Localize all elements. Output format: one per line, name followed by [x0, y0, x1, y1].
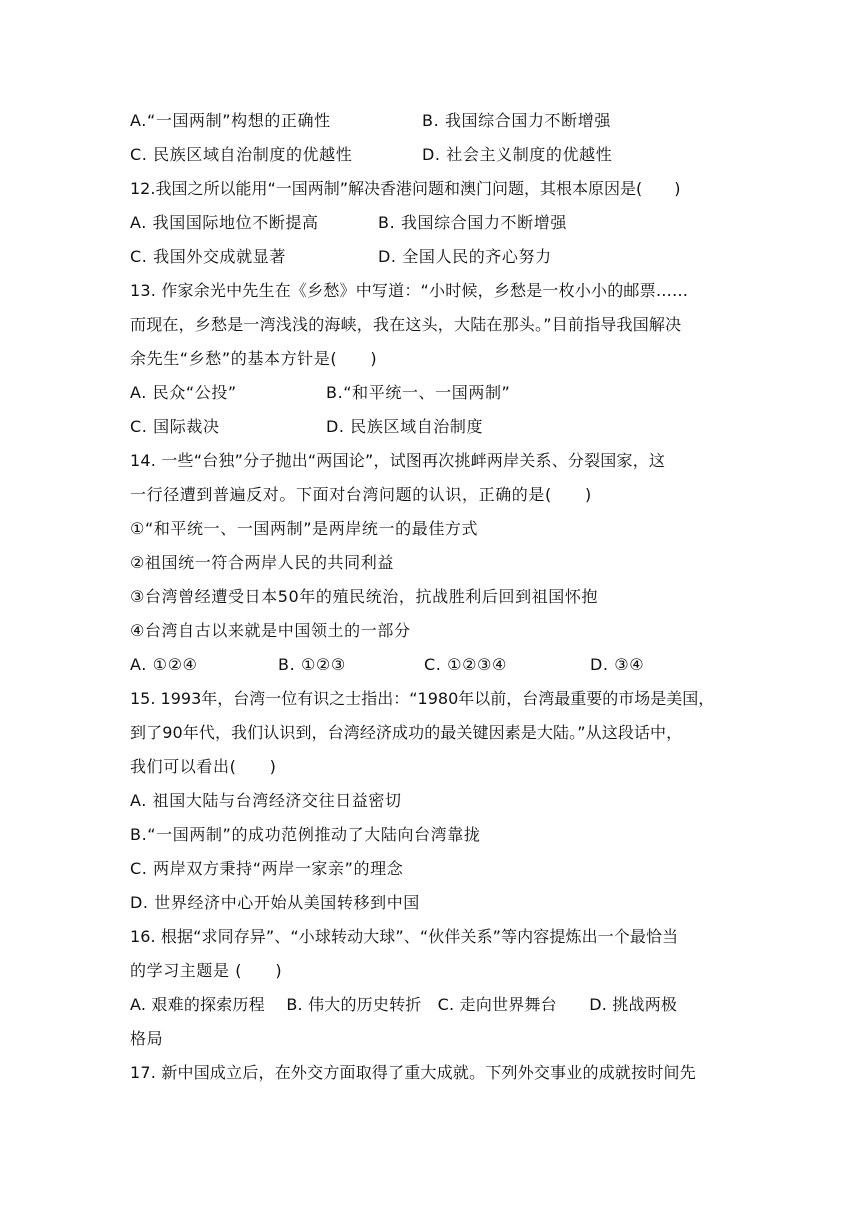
q16-options-line-2: 格局 — [130, 1029, 164, 1048]
q14-option-c: C. ①②③④ — [424, 655, 507, 674]
q13-option-b: B.“和平统一、一国两制” — [326, 383, 511, 402]
q13-stem-line-1: 13. 作家余光中先生在《乡愁》中写道：“小时候，乡愁是一枚小小的邮票…… — [130, 281, 689, 300]
q14-statement-4: ④台湾自古以来就是中国领土的一部分 — [130, 621, 411, 640]
q15-stem-line-3: 我们可以看出( ) — [130, 757, 277, 776]
q17-stem-line-1: 17. 新中国成立后，在外交方面取得了重大成就。下列外交事业的成就按时间先 — [130, 1063, 696, 1082]
q12-option-a: A. 我国国际地位不断提高 — [130, 213, 319, 232]
q16-stem-line-2: 的学习主题是 ( ) — [130, 961, 283, 980]
q14-option-a: A. ①②④ — [130, 655, 198, 674]
q11-option-c: C. 民族区域自治制度的优越性 — [130, 145, 353, 164]
q15-stem-line-1: 15. 1993年，台湾一位有识之士指出：“1980年以前，台湾最重要的市场是美国， — [130, 689, 715, 708]
q13-options-row-1 — [130, 383, 740, 403]
q11-options-row-1 — [130, 111, 740, 131]
q15-stem-line-2: 到了90年代，我们认识到，台湾经济成功的最关键因素是大陆。”从这段话中， — [130, 723, 683, 742]
q15-option-d: D. 世界经济中心开始从美国转移到中国 — [130, 893, 420, 912]
q14-statement-1: ①“和平统一、一国两制”是两岸统一的最佳方式 — [130, 519, 479, 538]
q14-statement-3: ③台湾曾经遭受日本50年的殖民统治，抗战胜利后回到祖国怀抱 — [130, 587, 599, 606]
q11-option-d: D. 社会主义制度的优越性 — [422, 145, 613, 164]
q13-option-a: A. 民众“公投” — [130, 383, 237, 402]
q15-option-a: A. 祖国大陆与台湾经济交往日益密切 — [130, 791, 402, 810]
q16-options-line: A. 艰难的探索历程 B. 伟大的历史转折 C. 走向世界舞台 D. 挑战两极 — [130, 995, 678, 1014]
q12-options-row-2 — [130, 247, 740, 267]
q15-option-b: B.“一国两制”的成功范例推动了大陆向台湾靠拢 — [130, 825, 481, 844]
q13-option-d: D. 民族区域自治制度 — [326, 417, 484, 436]
q12-options-row-1 — [130, 213, 740, 233]
q11-option-b: B. 我国综合国力不断增强 — [422, 111, 611, 130]
q14-option-b: B. ①②③ — [278, 655, 346, 674]
q13-option-c: C. 国际裁决 — [130, 417, 220, 436]
q14-stem-line-2: 一行径遭到普遍反对。下面对台湾问题的认识，正确的是( ) — [130, 485, 592, 504]
q14-statement-2: ②祖国统一符合两岸人民的共同利益 — [130, 553, 394, 572]
q13-stem-line-2: 而现在，乡愁是一湾浅浅的海峡，我在这头，大陆在那头。”目前指导我国解决 — [130, 315, 682, 334]
q12-option-b: B. 我国综合国力不断增强 — [378, 213, 567, 232]
q11-options-row-2 — [130, 145, 740, 165]
q16-stem-line-1: 16. 根据“求同存异”、“小球转动大球”、“伙伴关系”等内容提炼出一个最恰当 — [130, 927, 679, 946]
q12-stem: 12.我国之所以能用“一国两制”解决香港问题和澳门问题，其根本原因是( ) — [130, 179, 681, 198]
q15-option-c: C. 两岸双方秉持“两岸一家亲”的理念 — [130, 859, 404, 878]
q13-options-row-2 — [130, 417, 740, 437]
q14-option-d: D. ③④ — [590, 655, 645, 674]
q12-option-d: D. 全国人民的齐心努力 — [378, 247, 552, 266]
q13-stem-line-3: 余先生“乡愁”的基本方针是( ) — [130, 349, 378, 368]
q11-option-a: A.“一国两制”构想的正确性 — [130, 111, 331, 130]
q12-option-c: C. 我国外交成就显著 — [130, 247, 286, 266]
q14-options-row — [130, 655, 740, 675]
q14-stem-line-1: 14. 一些“台独”分子抛出“两国论”，试图再次挑衅两岸关系、分裂国家，这 — [130, 451, 666, 470]
